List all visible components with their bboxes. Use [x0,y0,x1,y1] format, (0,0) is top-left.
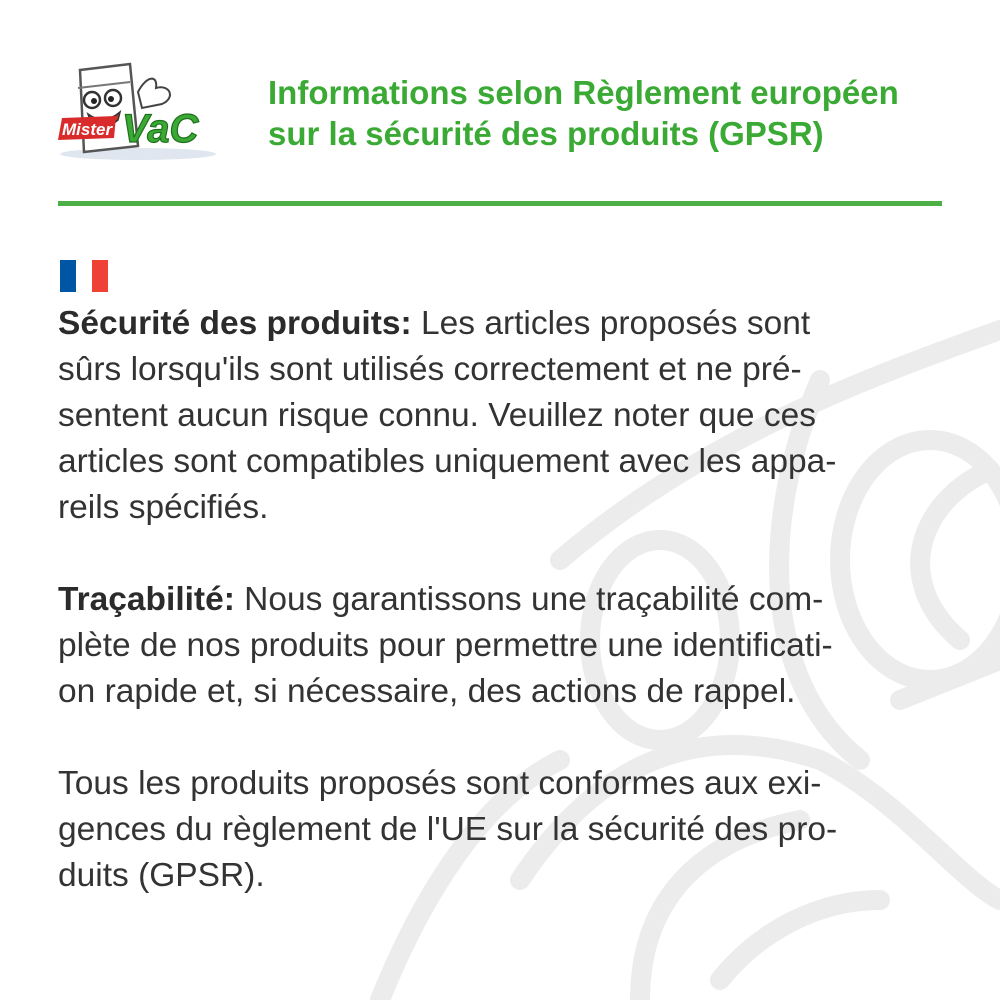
logo-text-vac: VaC [122,107,199,151]
logo-text-mister: Mister [62,120,113,139]
text-line: Les articles proposés sont [411,305,811,342]
content [58,301,948,945]
title-line-1: Informations selon Règlement européen [268,74,899,111]
label-product-safety: Sécurité des produits: [58,305,412,342]
text-line: gences du règlement de l'UE sur la sécurité des pro- [58,811,838,848]
text-line: Nous garantissons une traçabilité com- [234,581,824,618]
text-line: on rapide et, si nécessaire, des actions de rappel. [58,673,796,710]
paragraph-product-safety [58,301,948,531]
paragraph-compliance [58,761,948,899]
france-flag-icon [60,260,108,292]
paragraph-traceability [58,577,948,715]
text-line: sentent aucun risque connu. Veuillez noter que ces [58,397,816,434]
text-line: reils spécifiés. [58,489,269,526]
page-title [268,72,948,154]
text-line: plète de nos produits pour permettre une identificati- [58,627,833,664]
label-traceability: Traçabilité: [58,581,235,618]
text-line: duits (GPSR). [58,857,265,894]
text-line: sûrs lorsqu'ils sont utilisés correctement et ne pré- [58,351,802,388]
text-line: Tous les produits proposés sont conformes aux exi- [58,765,822,802]
text-line: articles sont compatibles uniquement avec les appa- [58,443,837,480]
title-line-2: sur la sécurité des produits (GPSR) [268,115,824,152]
header [58,62,942,172]
header-divider [58,201,942,206]
mistervac-logo [58,62,220,162]
